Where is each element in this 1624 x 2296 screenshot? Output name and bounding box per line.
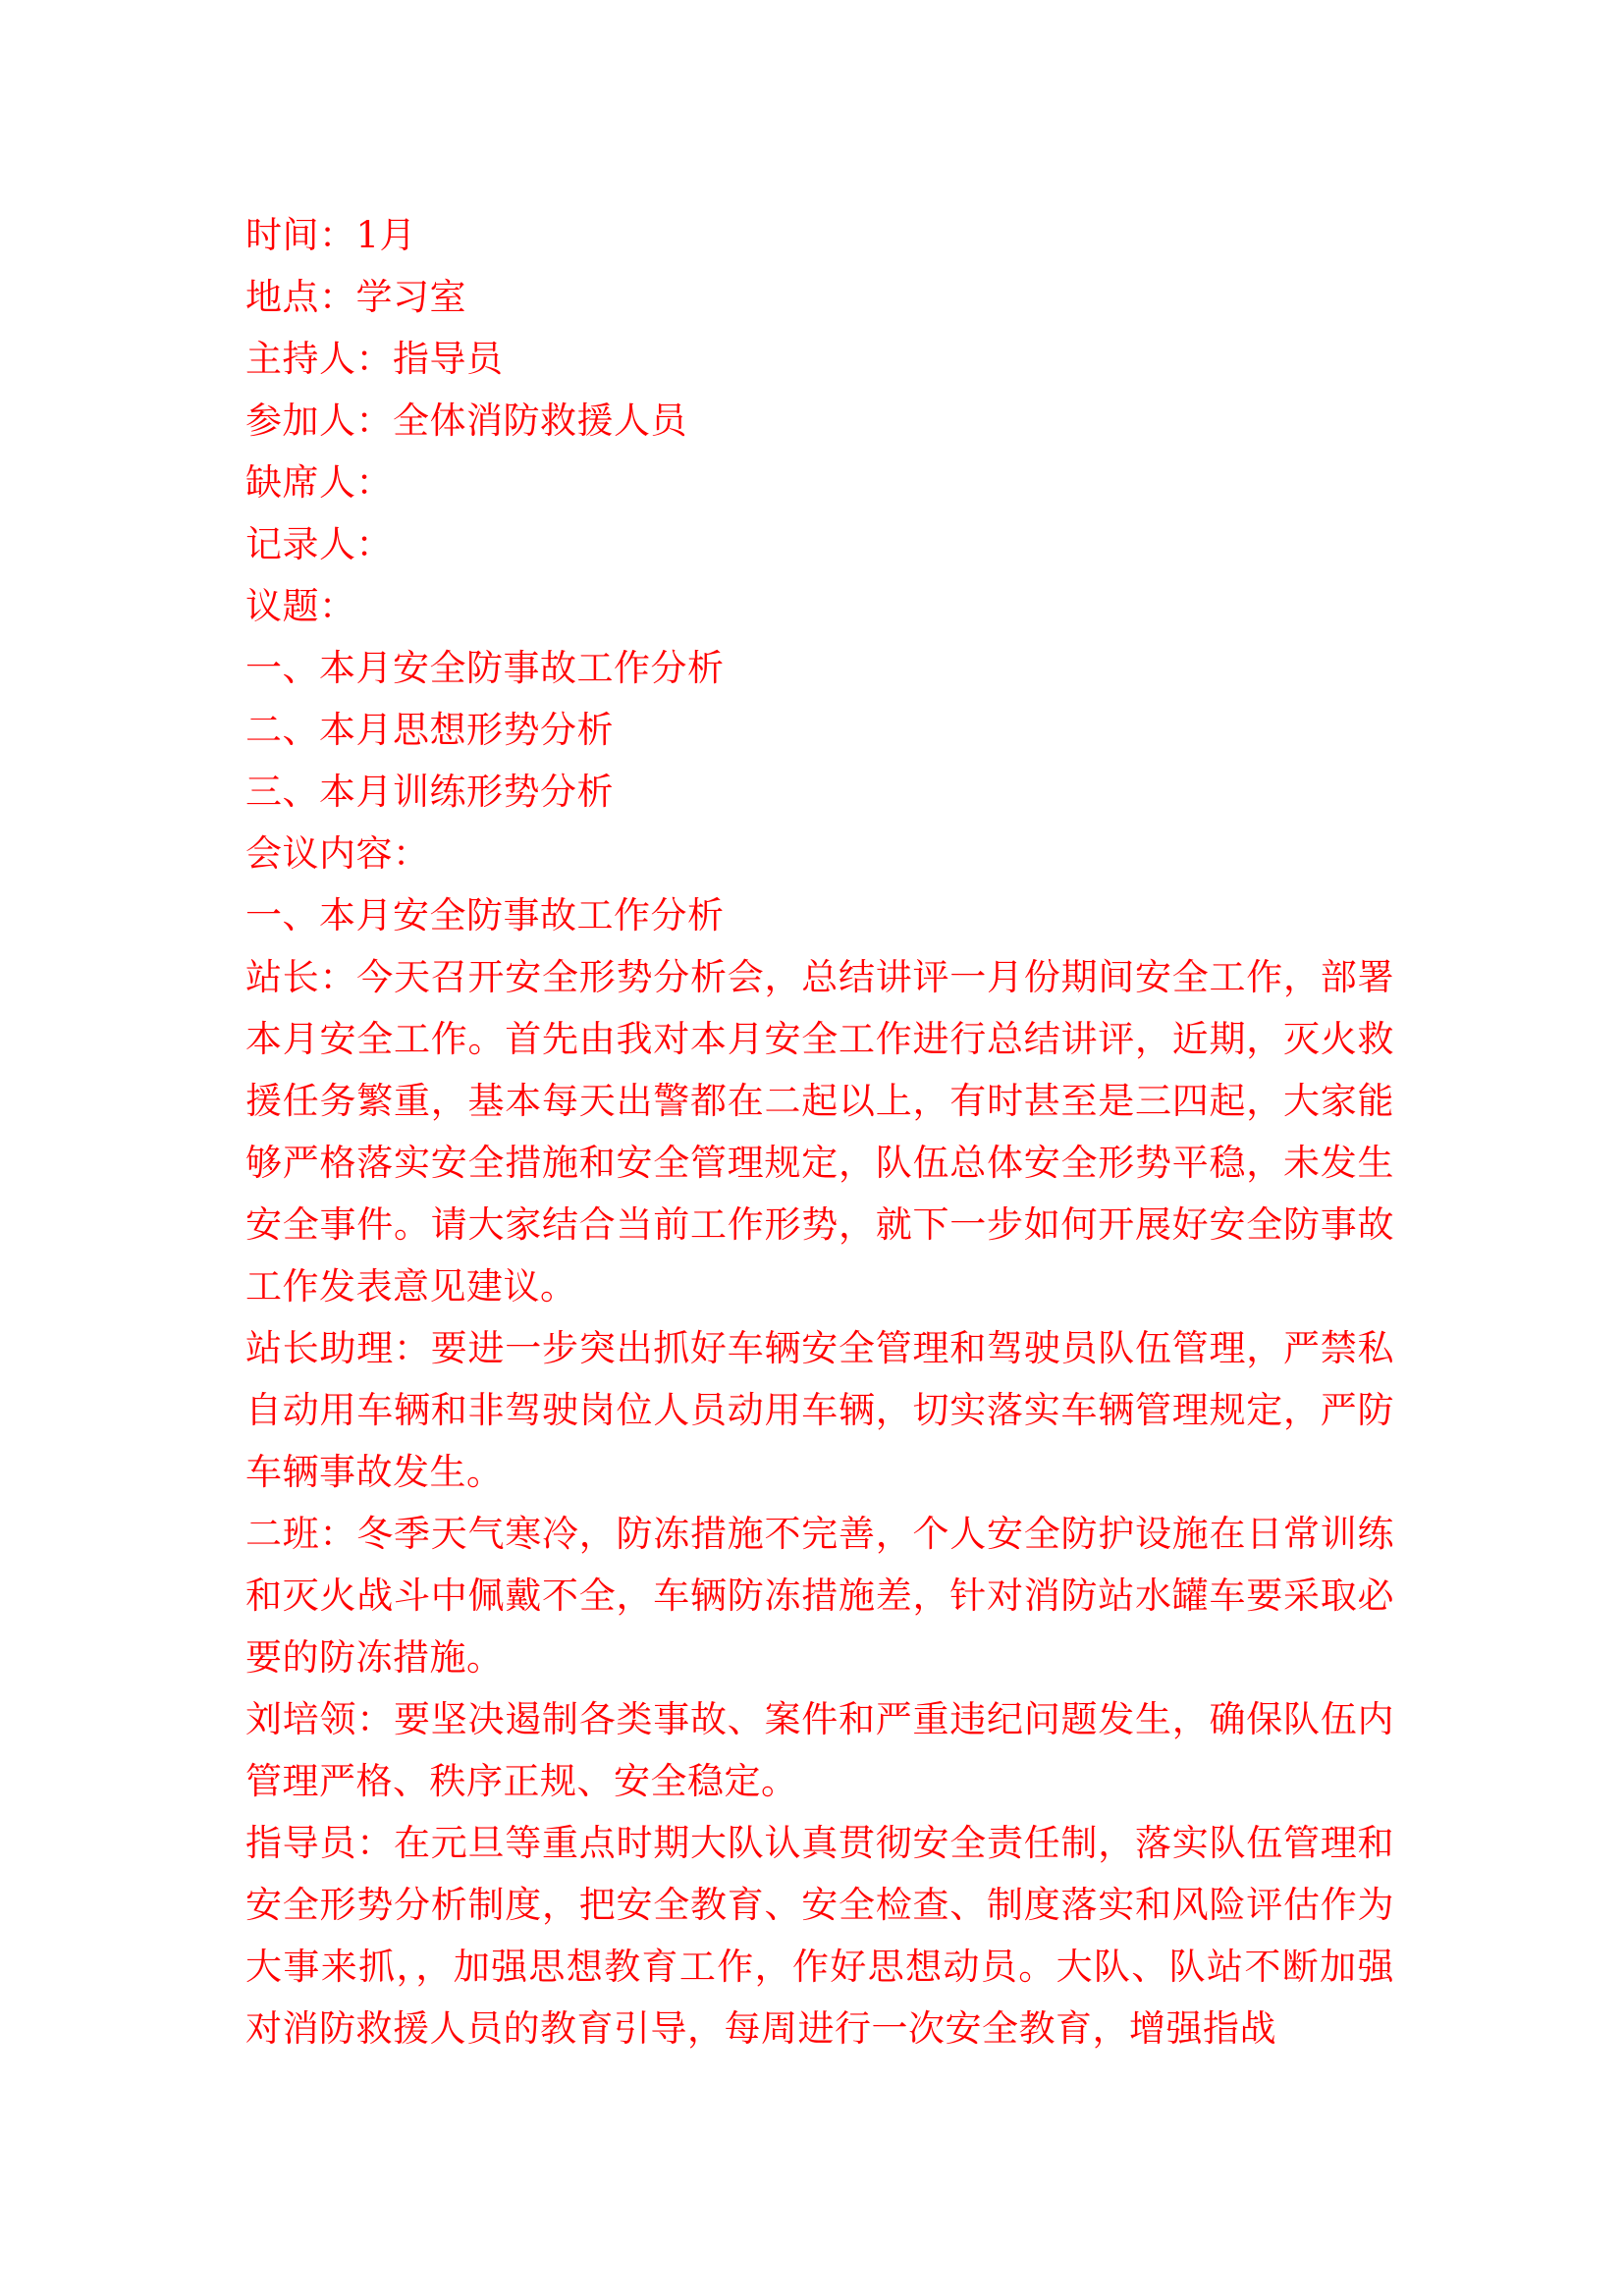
content-heading: 会议内容： xyxy=(245,832,430,875)
agenda-item: 一、本月安全防事故工作分析 xyxy=(245,647,725,689)
meeting-absent: 缺席人： xyxy=(245,461,393,504)
agenda-heading: 议题： xyxy=(245,585,356,627)
meeting-place: 地点：学习室 xyxy=(245,276,466,318)
meeting-recorder: 记录人： xyxy=(245,523,393,565)
paragraph-station-chief: 站长：今天召开安全形势分析会，总结讲评一月份期间安全工作，部署本月安全工作。首先由我对本月安全工作进行总结讲评，近期，灭火救援任务繁重，基本每天出警都在二起以上，有时甚至是三四起，大家能够严格落实安全措施和安全管理规定，队伍总体安全形势平稳，未发生安全事件。请大家结合当前工作形势，就下一步如何开展好安全防事故工作发表意见建议。 xyxy=(245,956,1394,1308)
agenda-item: 二、本月思想形势分析 xyxy=(245,709,614,751)
meeting-host: 主持人：指导员 xyxy=(245,338,504,380)
section-title: 一、本月安全防事故工作分析 xyxy=(245,894,725,936)
meeting-record xyxy=(245,204,1394,2059)
agenda-item: 三、本月训练形势分析 xyxy=(245,771,614,813)
meeting-participants: 参加人：全体消防救援人员 xyxy=(245,400,687,442)
paragraph-station-assistant: 站长助理：要进一步突出抓好车辆安全管理和驾驶员队伍管理，严禁私自动用车辆和非驾驶岗位人员动用车辆，切实落实车辆管理规定，严防车辆事故发生。 xyxy=(245,1327,1394,1493)
paragraph-squad-two: 二班：冬季天气寒冷，防冻措施不完善，个人安全防护设施在日常训练和灭火战斗中佩戴不全，车辆防冻措施差，针对消防站水罐车要采取必要的防冻措施。 xyxy=(245,1513,1394,1679)
paragraph-liu-peiling: 刘培领：要坚决遏制各类事故、案件和严重违纪问题发生，确保队伍内管理严格、秩序正规、安全稳定。 xyxy=(245,1698,1394,1802)
paragraph-instructor: 指导员：在元旦等重点时期大队认真贯彻安全责任制，落实队伍管理和安全形势分析制度，把安全教育、安全检查、制度落实和风险评估作为大事来抓，，加强思想教育工作，作好思想动员。大队、队站不断加强对消防救援人员的教育引导，每周进行一次安全教育，增强指战 xyxy=(245,1822,1394,2050)
meeting-time: 时间：1月 xyxy=(245,214,417,256)
